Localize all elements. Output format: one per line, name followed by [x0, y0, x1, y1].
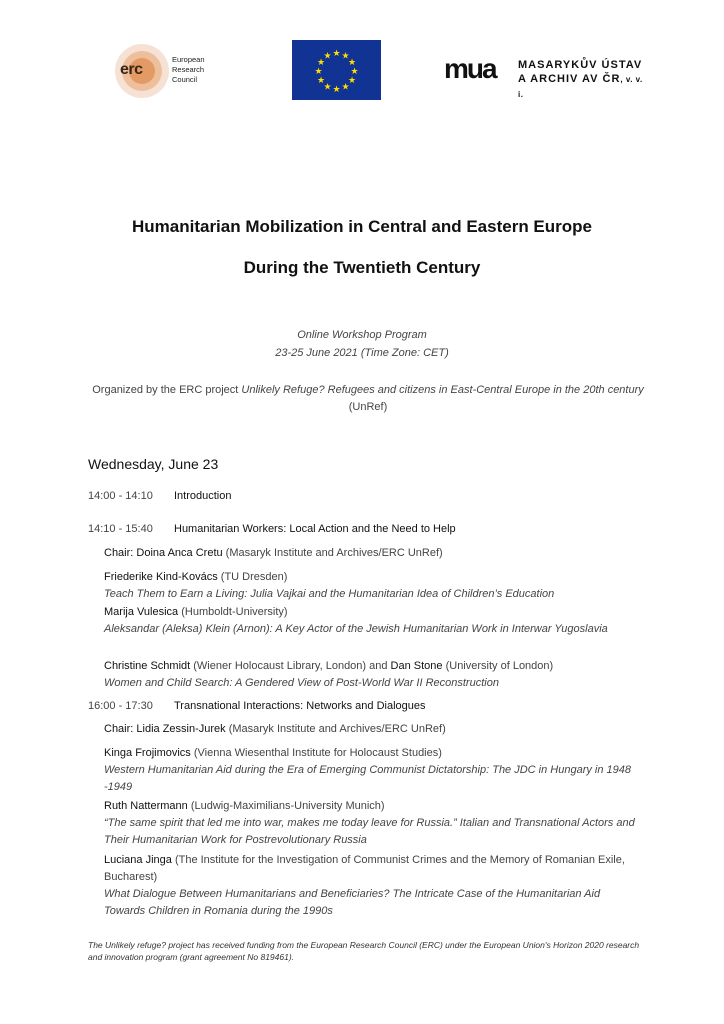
- erc-line-2: Research: [172, 65, 205, 74]
- speaker-affiliation: (Vienna Wiesenthal Institute for Holocaust Studies): [190, 747, 442, 759]
- session-time: 14:00 - 14:10: [88, 490, 153, 502]
- talk-item: [104, 852, 644, 920]
- erc-logo: [112, 43, 212, 95]
- subtitle-line-2: 23-25 June 2021 (Time Zone: CET): [275, 347, 449, 359]
- session-chair: [104, 721, 644, 738]
- funding-note: The Unlikely refuge? project has received funding from the European Research Council (ERC) under the European Union's Horizon 2020 research and innovation program (grant agreement No 819461).: [88, 940, 640, 962]
- mua-line-1: MASARYKŮV ÚSTAV: [518, 59, 643, 71]
- paper-title: Teach Them to Earn a Living: Julia Vajkai and the Humanitarian Idea of Children’s Education: [104, 588, 555, 600]
- speaker-affiliation: (Humboldt-University): [178, 606, 288, 618]
- organized-by: [88, 382, 648, 416]
- svg-text:★: ★: [341, 51, 350, 62]
- erc-name: [172, 55, 205, 85]
- talk-item: [104, 604, 644, 638]
- speaker-name: Ruth Nattermann: [104, 800, 188, 812]
- svg-text:★: ★: [350, 67, 359, 77]
- erc-line-3: Council: [172, 75, 198, 84]
- mua-name: [518, 58, 644, 102]
- paper-title: Western Humanitarian Aid during the Era of Emerging Communist Dictatorship: The JDC in Hungary in 1948 -1949: [104, 764, 632, 793]
- svg-text:★: ★: [347, 76, 357, 86]
- speaker-name: Christine Schmidt: [104, 660, 191, 672]
- speaker-name: Friederike Kind-Kovács: [104, 571, 218, 583]
- paper-title: “The same spirit that led me into war, makes me today leave for Russia.” Italian and Transnational Actors and Their Humanitarian Work for Postrevolutionary Russia: [104, 817, 635, 846]
- session-humanitarian-workers: [88, 523, 648, 535]
- page-title-line-2: During the Twentieth Century: [243, 258, 481, 277]
- speaker-affiliation: (Ludwig-Maximilians-University Munich): [187, 800, 385, 812]
- paper-title: Aleksandar (Aleksa) Klein (Arnon): A Key Actor of the Jewish Humanitarian Work in Interwar Yugoslavia: [104, 623, 608, 635]
- session-time: 14:10 - 15:40: [88, 523, 153, 535]
- chair-name: Chair: Lidia Zessin-Jurek: [104, 723, 226, 735]
- session-title: Humanitarian Workers: Local Action and the Need to Help: [174, 523, 456, 535]
- svg-text:★: ★: [332, 85, 341, 95]
- talk-item: [104, 745, 644, 796]
- speaker-name: Kinga Frojimovics: [104, 747, 191, 759]
- project-name: Unlikely Refuge? Refugees and citizens in East-Central Europe in the 20th century: [241, 384, 644, 396]
- talk-item: [104, 569, 644, 603]
- page-title-line-1: Humanitarian Mobilization in Central and Eastern Europe: [131, 217, 592, 236]
- logo-bar: [0, 40, 724, 104]
- svg-text:★: ★: [316, 76, 326, 86]
- speaker-affiliation: (TU Dresden): [217, 571, 288, 583]
- organized-prefix: Organized by the ERC project: [92, 384, 242, 396]
- speaker-name: Marija Vulesica: [104, 606, 179, 618]
- day-heading: Wednesday, June 23: [88, 456, 219, 472]
- svg-text:★: ★: [341, 82, 350, 93]
- svg-text:★: ★: [323, 82, 332, 93]
- speaker-affiliation: (Wiener Holocaust Library, London) and: [190, 660, 391, 672]
- svg-text:★: ★: [347, 58, 357, 68]
- session-transnational: [88, 700, 648, 712]
- svg-text:★: ★: [332, 49, 341, 59]
- speaker-name-2: Dan Stone: [390, 660, 443, 672]
- session-intro: [88, 490, 648, 502]
- session-chair: [104, 545, 644, 562]
- svg-text:★: ★: [314, 67, 323, 77]
- mua-suffix: , v. v. i.: [518, 75, 643, 99]
- speaker-affiliation: (The Institute for the Investigation of Communist Crimes and the Memory of Romanian Exile, Bucharest): [104, 854, 625, 883]
- mua-logo: [444, 53, 644, 99]
- chair-name: Chair: Doina Anca Cretu: [104, 547, 223, 559]
- svg-text:★: ★: [316, 58, 326, 68]
- svg-text:★: ★: [323, 51, 332, 62]
- paper-title: Women and Child Search: A Gendered View of Post-World War II Reconstruction: [104, 677, 499, 689]
- chair-affiliation: (Masaryk Institute and Archives/ERC UnRef): [222, 547, 443, 559]
- talk-item: [104, 798, 644, 849]
- speaker-name: Luciana Jinga: [104, 854, 172, 866]
- subtitle-line-1: Online Workshop Program: [297, 329, 427, 341]
- eu-flag-icon: [292, 40, 381, 100]
- session-title: Introduction: [174, 490, 232, 502]
- mua-line-2-text: A ARCHIV AV ČR: [518, 73, 621, 85]
- erc-wordmark: erc: [120, 61, 143, 78]
- session-title: Transnational Interactions: Networks and Dialogues: [174, 700, 426, 712]
- session-time: 16:00 - 17:30: [88, 700, 153, 712]
- mua-line-2: [518, 72, 644, 102]
- talk-item: [104, 658, 644, 692]
- chair-affiliation: (Masaryk Institute and Archives/ERC UnRef): [225, 723, 446, 735]
- organized-suffix: (UnRef): [348, 401, 388, 413]
- paper-title: What Dialogue Between Humanitarians and Beneficiaries? The Intricate Case of the Humanitarian Aid Towards Children in Romania during the 1990s: [104, 888, 601, 917]
- speaker-affiliation-2: (University of London): [442, 660, 554, 672]
- erc-line-1: European: [172, 55, 205, 64]
- mua-mark: mua: [444, 53, 496, 84]
